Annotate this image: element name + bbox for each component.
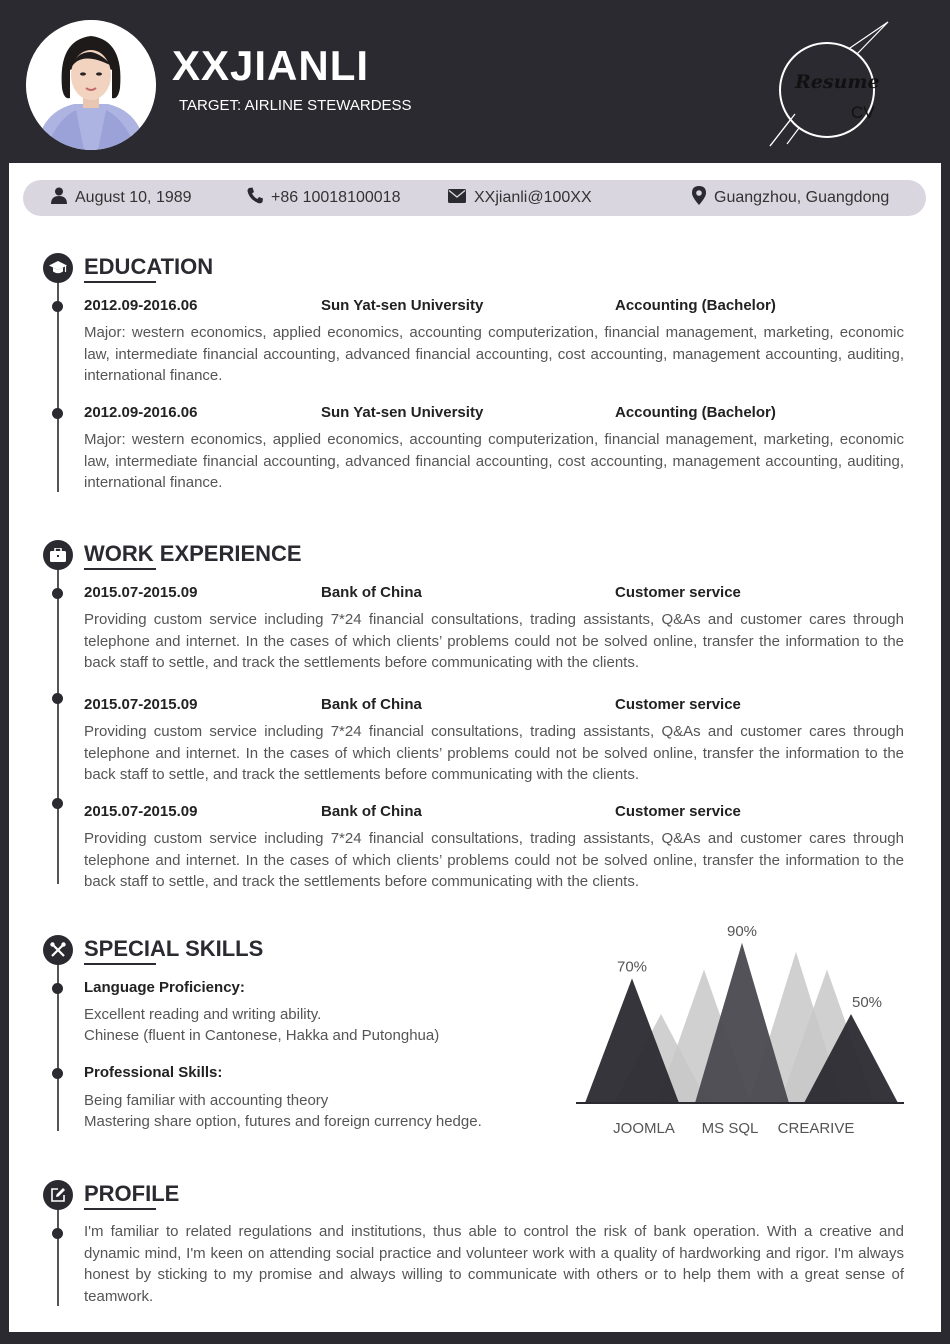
skills-chart bbox=[564, 915, 904, 1145]
language-label: Language Proficiency: bbox=[84, 979, 245, 996]
logo-cv-text: CV bbox=[851, 103, 875, 122]
phone-icon bbox=[247, 187, 271, 209]
title-underline bbox=[84, 568, 156, 570]
logo-script-text: Resume bbox=[795, 71, 880, 93]
contact-phone bbox=[247, 180, 400, 216]
education-description: Major: western economics, applied economics, accounting computerization, financial management, marketing, economic law, intermediate financial accounting, advanced financial accounting, cost accounting, management accounting, auditing, international finance. bbox=[84, 431, 904, 491]
contact-email bbox=[448, 180, 592, 216]
timeline-dot bbox=[52, 408, 63, 419]
work-role: Customer service bbox=[615, 696, 741, 713]
work-title bbox=[84, 541, 302, 567]
education-title-text: EDUCATION bbox=[84, 254, 214, 279]
education-degree: Accounting (Bachelor) bbox=[615, 404, 776, 421]
language-line: Excellent reading and writing ability. bbox=[84, 1006, 322, 1023]
timeline-dot bbox=[52, 983, 63, 994]
work-period: 2015.07-2015.09 bbox=[84, 584, 198, 601]
timeline-dot bbox=[52, 798, 63, 809]
value-label: 70% bbox=[616, 958, 648, 976]
work-period: 2015.07-2015.09 bbox=[84, 803, 198, 820]
skills-chart-svg bbox=[564, 915, 904, 1145]
timeline-dot bbox=[52, 1068, 63, 1079]
work-company: Bank of China bbox=[321, 696, 422, 713]
professional-line: Mastering share option, futures and foreign currency hedge. bbox=[84, 1113, 482, 1130]
category-label: JOOMLA bbox=[613, 1120, 675, 1137]
work-company: Bank of China bbox=[321, 584, 422, 601]
timeline-dot bbox=[52, 588, 63, 599]
tools-icon bbox=[43, 935, 73, 965]
language-line: Chinese (fluent in Cantonese, Hakka and Putonghua) bbox=[84, 1027, 440, 1044]
profile-text: I'm familiar to related regulations and institutions, thus able to control the risk of bank operation. With a creative and dynamic mind, I'm keen on attending social practice and volunteer work with a quality of hardworking and rigor. I'm always honest by sticking to my promise and always willing to communicate with others or to help them with a great sense of teamwork. bbox=[84, 1223, 904, 1305]
title-underline bbox=[84, 1208, 156, 1210]
skills-timeline bbox=[57, 949, 59, 1131]
education-degree: Accounting (Bachelor) bbox=[615, 297, 776, 314]
user-icon bbox=[51, 187, 75, 209]
timeline-dot bbox=[52, 301, 63, 312]
candidate-name: XXJIANLI bbox=[172, 42, 370, 89]
profile-title bbox=[84, 1181, 179, 1207]
briefcase-icon bbox=[43, 540, 73, 570]
work-role: Customer service bbox=[615, 803, 741, 820]
education-period: 2012.09-2016.06 bbox=[84, 297, 198, 314]
email-text: XXjianli@100XX bbox=[474, 189, 592, 206]
education-period: 2012.09-2016.06 bbox=[84, 404, 198, 421]
category-label: CREARIVE bbox=[777, 1120, 855, 1137]
category-label: MS SQL bbox=[701, 1120, 759, 1137]
education-description: Major: western economics, applied economics, accounting computerization, financial management, marketing, economic law, intermediate financial accounting, advanced financial accounting, cost accounting, management accounting, auditing, international finance. bbox=[84, 324, 904, 384]
resume-header bbox=[0, 0, 950, 163]
title-underline bbox=[84, 281, 156, 283]
resume-body bbox=[9, 163, 941, 1332]
work-company: Bank of China bbox=[321, 803, 422, 820]
location-text: Guangzhou, Guangdong bbox=[714, 189, 890, 206]
work-timeline bbox=[57, 554, 59, 884]
avatar bbox=[26, 20, 156, 150]
skills-title-text: SPECIAL SKILLS bbox=[84, 936, 264, 961]
map-pin-icon bbox=[692, 186, 714, 210]
profile-title-text: PROFILE bbox=[84, 1181, 180, 1206]
envelope-icon bbox=[448, 189, 474, 208]
value-label: 50% bbox=[851, 994, 883, 1011]
profile-timeline bbox=[57, 1194, 59, 1306]
target-position: TARGET: AIRLINE STEWARDESS bbox=[179, 97, 412, 114]
contact-birthday bbox=[51, 180, 192, 216]
professional-label: Professional Skills: bbox=[84, 1064, 223, 1081]
work-description: Providing custom service including 7*24 financial consultations, trading assistants, Q&As and customer cares through telephone and internet. In the cases of which clients’ problems could not be solved online, transfer the information to the back staff to settle, and track the settlements before communicating with the clients. bbox=[84, 830, 904, 889]
skills-title bbox=[84, 936, 263, 962]
work-description: Providing custom service including 7*24 financial consultations, trading assistants, Q&As and customer cares through telephone and internet. In the cases of which clients’ problems could not be solved online, transfer the information to the back staff to settle, and track the settlements before communicating with the clients. bbox=[84, 611, 904, 671]
phone-text: +86 10018100018 bbox=[271, 189, 401, 206]
graduation-cap-icon bbox=[43, 253, 73, 283]
birthday-text: August 10, 1989 bbox=[75, 189, 192, 206]
work-role: Customer service bbox=[615, 584, 741, 601]
value-label: 90% bbox=[726, 922, 758, 940]
education-title bbox=[84, 254, 213, 280]
professional-line: Being familiar with accounting theory bbox=[84, 1092, 329, 1109]
title-underline bbox=[84, 963, 156, 965]
contact-bar bbox=[23, 180, 926, 216]
contact-location bbox=[692, 180, 889, 216]
work-period: 2015.07-2015.09 bbox=[84, 696, 198, 713]
work-description: Providing custom service including 7*24 financial consultations, trading assistants, Q&As and customer cares through telephone and internet. In the cases of which clients’ problems could not be solved online, transfer the information to the back staff to settle, and track the settlements before communicating with the clients. bbox=[84, 723, 904, 783]
work-title-text: WORK EXPERIENCE bbox=[84, 541, 302, 566]
timeline-dot bbox=[52, 1228, 63, 1239]
resume-cv-logo bbox=[765, 18, 895, 150]
education-school: Sun Yat-sen University bbox=[321, 297, 484, 314]
education-school: Sun Yat-sen University bbox=[321, 404, 484, 421]
edit-icon bbox=[43, 1180, 73, 1210]
timeline-dot bbox=[52, 693, 63, 704]
